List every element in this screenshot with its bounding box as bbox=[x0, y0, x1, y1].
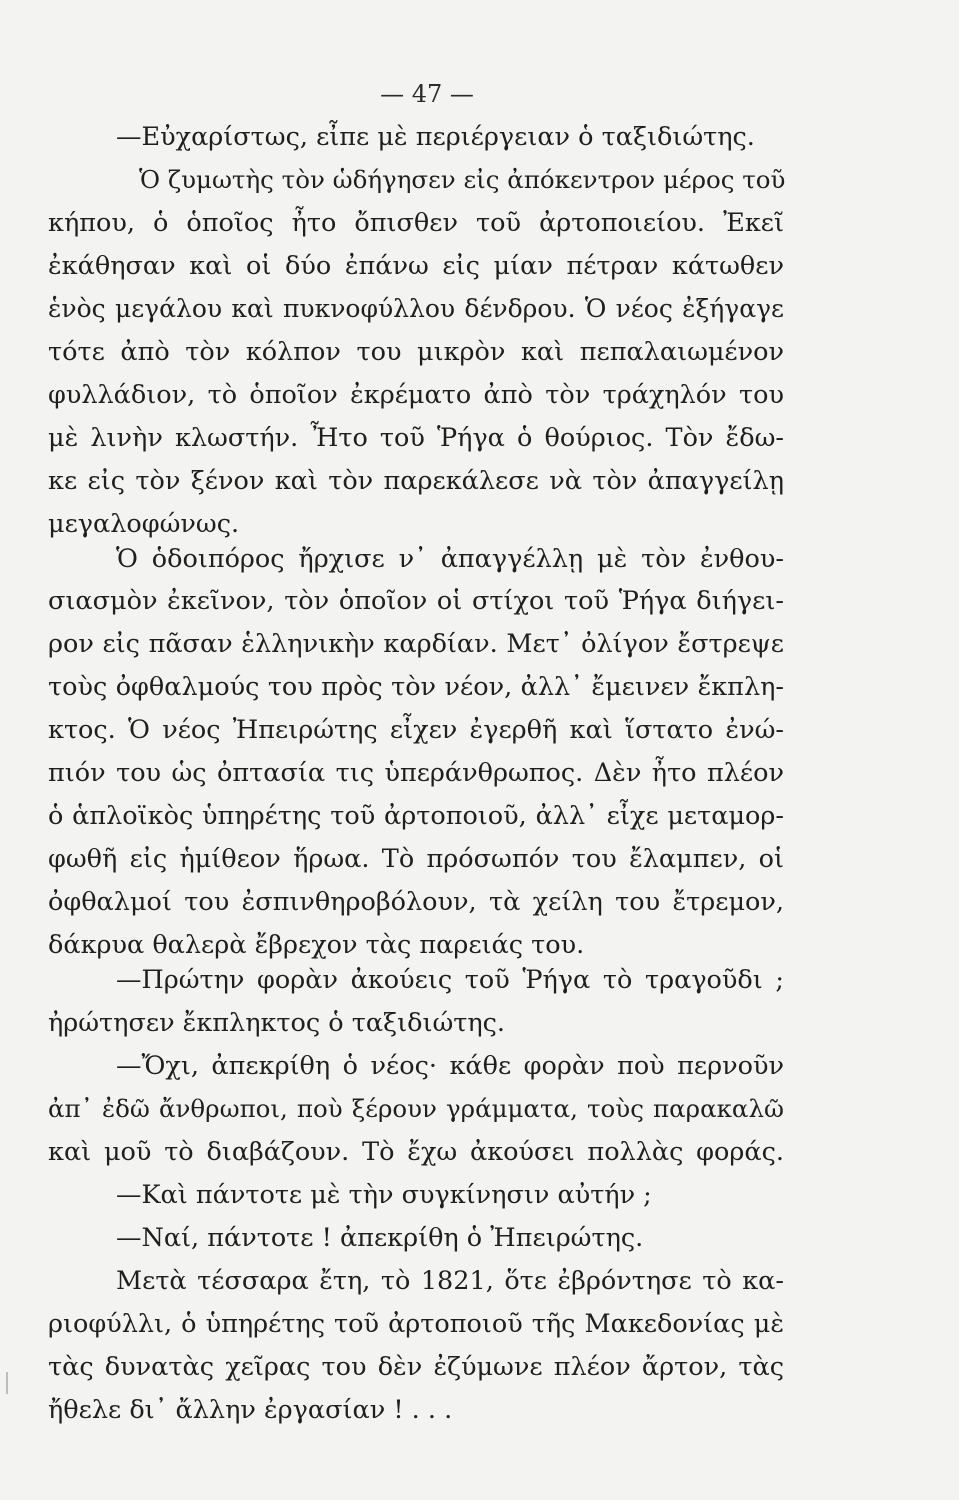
text-line: μεγαλοφώνως. bbox=[48, 509, 240, 539]
text-line: δάκρυα θαλερὰ ἔβρεχον τὰς παρειάς του. bbox=[48, 930, 585, 960]
text-line: Μετὰ τέσσαρα ἔτη, τὸ 1821, ὅτε ἐβρόντησε τὸ κα- bbox=[116, 1266, 784, 1296]
scan-mark bbox=[6, 1372, 8, 1394]
text-line: πιόν του ὡς ὀπτασία τις ὑπεράνθρωπος. Δὲν ἦτο πλέον bbox=[48, 758, 784, 788]
text-line: ὁ ἁπλοϊκὸς ὑπηρέτης τοῦ ἀρτοποιοῦ, ἀλλ᾽ εἶχε μεταμορ- bbox=[48, 801, 784, 831]
text-line: κήπου, ὁ ὁποῖος ἦτο ὄπισθεν τοῦ ἀρτοποιείου. Ἐκεῖ bbox=[48, 208, 784, 238]
text-line: ἀπ᾽ ἐδῶ ἄνθρωποι, ποὺ ξέρουν γράμματα, τοὺς παρακαλῶ bbox=[48, 1094, 784, 1123]
text-line: φωθῆ εἰς ἡμίθεον ἥρωα. Τὸ πρόσωπόν του ἔλαμπεν, οἱ bbox=[48, 844, 784, 874]
text-line: ρον εἰς πᾶσαν ἑλληνικὴν καρδίαν. Μετ᾽ ὀλίγον ἔστρεψε bbox=[48, 629, 784, 659]
text-line: ριοφύλλι, ὁ ὑπηρέτης τοῦ ἀρτοποιοῦ τῆς Μακεδονίας μὲ bbox=[48, 1309, 784, 1339]
text-line: σιασμὸν ἐκεῖνον, τὸν ὁποῖον οἱ στίχοι τοῦ Ῥήγα διήγει- bbox=[48, 586, 784, 616]
text-line: καὶ μοῦ τὸ διαβάζουν. Τὸ ἔχω ἀκούσει πολλὰς φοράς. bbox=[48, 1137, 784, 1167]
text-line: ἠρώτησεν ἔκπληκτος ὁ ταξιδιώτης. bbox=[48, 1008, 506, 1038]
text-line: κε εἰς τὸν ξένον καὶ τὸν παρεκάλεσε νὰ τὸν ἀπαγγείλῃ bbox=[48, 466, 784, 496]
text-line: φυλλάδιον, τὸ ὁποῖον ἐκρέματο ἀπὸ τὸν τράχηλόν του bbox=[48, 380, 784, 410]
text-line: κτος. Ὁ νέος Ἠπειρώτης εἶχεν ἐγερθῆ καὶ ἵστατο ἐνώ- bbox=[48, 715, 784, 745]
text-line: τοὺς ὀφθαλμούς του πρὸς τὸν νέον, ἀλλ᾽ ἔμεινεν ἔκπλη- bbox=[48, 672, 784, 702]
text-line: ἑνὸς μεγάλου καὶ πυκνοφύλλου δένδρου. Ὁ νέος ἐξήγαγε bbox=[48, 294, 784, 323]
text-line: Ὁ ὁδοιπόρος ἤρχισε ν᾽ ἀπαγγέλλῃ μὲ τὸν ἐνθου- bbox=[116, 544, 784, 574]
text-line: —Ὄχι, ἀπεκρίθη ὁ νέος· κάθε φορὰν ποὺ περνοῦν bbox=[116, 1051, 784, 1081]
text-line: ἤθελε δι᾽ ἄλλην ἐργασίαν ! . . . bbox=[48, 1395, 453, 1425]
text-line: τότε ἀπὸ τὸν κόλπον του μικρὸν καὶ πεπαλαιωμένον bbox=[48, 337, 784, 367]
text-line: —Εὐχαρίστως, εἶπε μὲ περιέργειαν ὁ ταξιδιώτης. bbox=[116, 122, 755, 152]
text-line: Ὁ ζυμωτὴς τὸν ὡδήγησεν εἰς ἀπόκεντρον μέρος τοῦ bbox=[139, 165, 786, 194]
text-line: ἐκάθησαν καὶ οἱ δύο ἐπάνω εἰς μίαν πέτραν κάτωθεν bbox=[48, 251, 784, 281]
text-line: —Καὶ πάντοτε μὲ τὴν συγκίνησιν αὐτήν ; bbox=[116, 1180, 652, 1210]
text-line: —Πρώτην φορὰν ἀκούεις τοῦ Ῥήγα τὸ τραγοῦδι ; bbox=[116, 965, 784, 995]
text-line: τὰς δυνατὰς χεῖρας του δὲν ἐζύμωνε πλέον ἄρτον, τὰς bbox=[48, 1352, 784, 1382]
text-line: ὀφθαλμοί του ἐσπινθηροβόλουν, τὰ χείλη του ἔτρεμον, bbox=[48, 887, 784, 917]
page-number: — 47 — bbox=[380, 80, 474, 108]
text-line: μὲ λινὴν κλωστήν. Ἦτο τοῦ Ῥήγα ὁ θούριος. Τὸν ἔδω- bbox=[48, 423, 784, 453]
text-line: —Ναί, πάντοτε ! ἀπεκρίθη ὁ Ἠπειρώτης. bbox=[116, 1223, 644, 1253]
